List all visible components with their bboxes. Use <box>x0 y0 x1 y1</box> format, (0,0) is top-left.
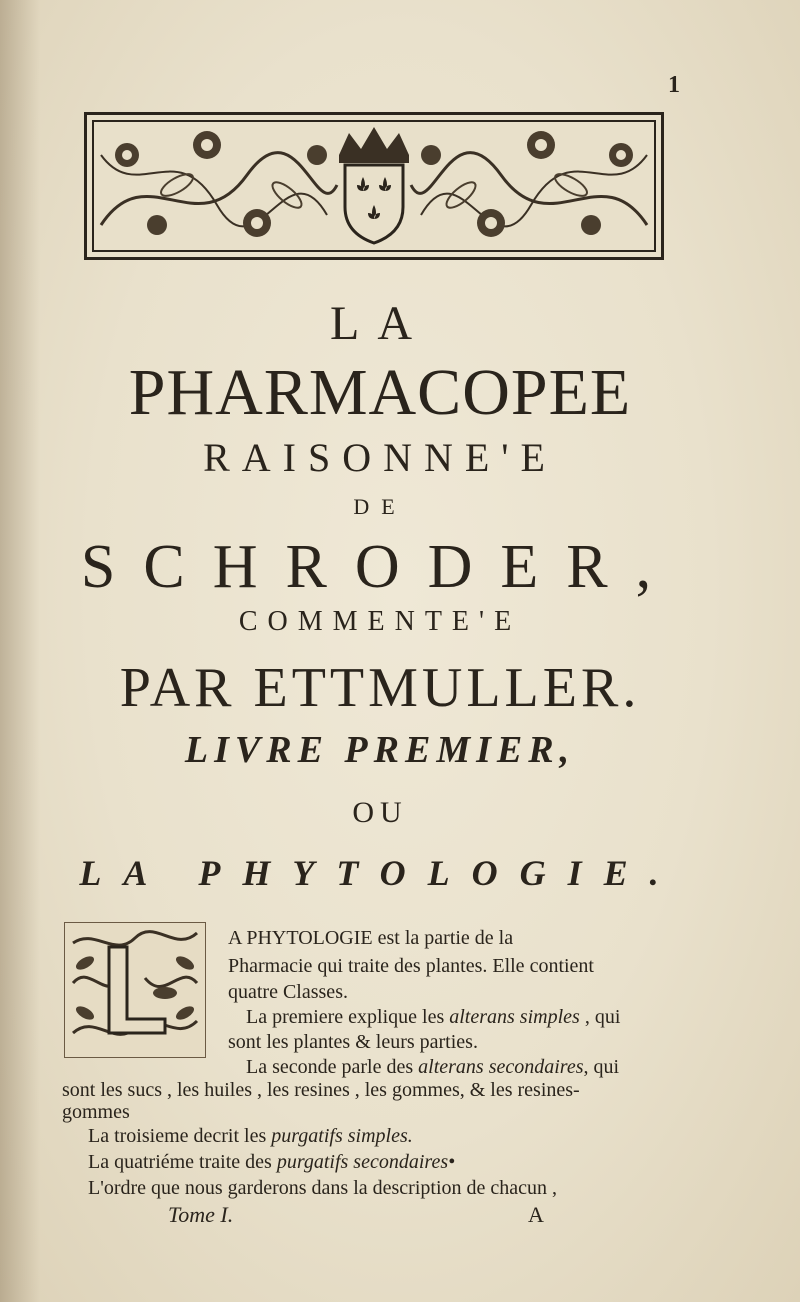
body-line-3: quatre Classes. <box>228 981 348 1003</box>
title-line-raisonnee: RAISONNE'E <box>203 435 557 480</box>
body-line-1: A PHYTOLOGIE est la partie de la <box>228 927 514 949</box>
title-line-la: LA <box>330 297 430 350</box>
body-text: La seconde parle des <box>246 1056 419 1078</box>
body-line-4 <box>246 1005 620 1029</box>
body-italic-term: alterans secondaires <box>418 1056 584 1078</box>
page-gutter-shadow <box>0 0 40 1302</box>
title-line-phytologie: LA PHYTOLOGIE. <box>79 853 681 893</box>
ornamental-headpiece-engraving <box>84 112 664 260</box>
title-line-de: DE <box>353 494 407 519</box>
body-line-11: L'ordre que nous garderons dans la description de chacun , <box>88 1177 558 1199</box>
body-line-10 <box>88 1150 455 1174</box>
body-text: , qui <box>579 1006 621 1028</box>
body-italic-term: purgatifs simples. <box>271 1125 413 1147</box>
body-italic-term: alterans simples <box>449 1006 580 1028</box>
decorated-initial-L <box>64 922 206 1058</box>
title-line-pharmacopee: PHARMACOPEE <box>128 356 632 429</box>
title-line-commentee: COMMENTE'E <box>238 606 522 637</box>
foliate-initial-icon <box>65 923 205 1057</box>
body-line-6 <box>246 1055 619 1079</box>
title-line-par-ettmuller: PAR ETTMULLER. <box>119 657 641 719</box>
body-text: La troisieme decrit les <box>88 1125 272 1147</box>
page-number: 1 <box>668 72 680 98</box>
body-line-7: sont les sucs , les huiles , les resines , les gommes, & les resines- <box>62 1079 580 1101</box>
title-line-livre-premier: LIVRE PREMIER, <box>184 729 576 771</box>
body-line-2: Pharmacie qui traite des plantes. Elle contient <box>228 955 594 977</box>
body-text: , qui <box>583 1056 620 1078</box>
title-line-schroder: SCHRODER, <box>80 533 680 601</box>
signature-mark: A <box>528 1202 544 1227</box>
body-line-5: sont les plantes & leurs parties. <box>228 1031 478 1053</box>
body-text: La quatriéme traite des <box>88 1151 277 1173</box>
body-italic-term: purgatifs secondaires• <box>276 1151 456 1173</box>
body-line-8: gommes <box>62 1101 130 1123</box>
floral-royal-arms-icon <box>87 115 661 257</box>
body-line-9 <box>88 1124 413 1148</box>
title-line-ou: OU <box>352 796 408 829</box>
body-text: La premiere explique les <box>246 1006 450 1028</box>
volume-footer: Tome I. <box>168 1202 234 1227</box>
